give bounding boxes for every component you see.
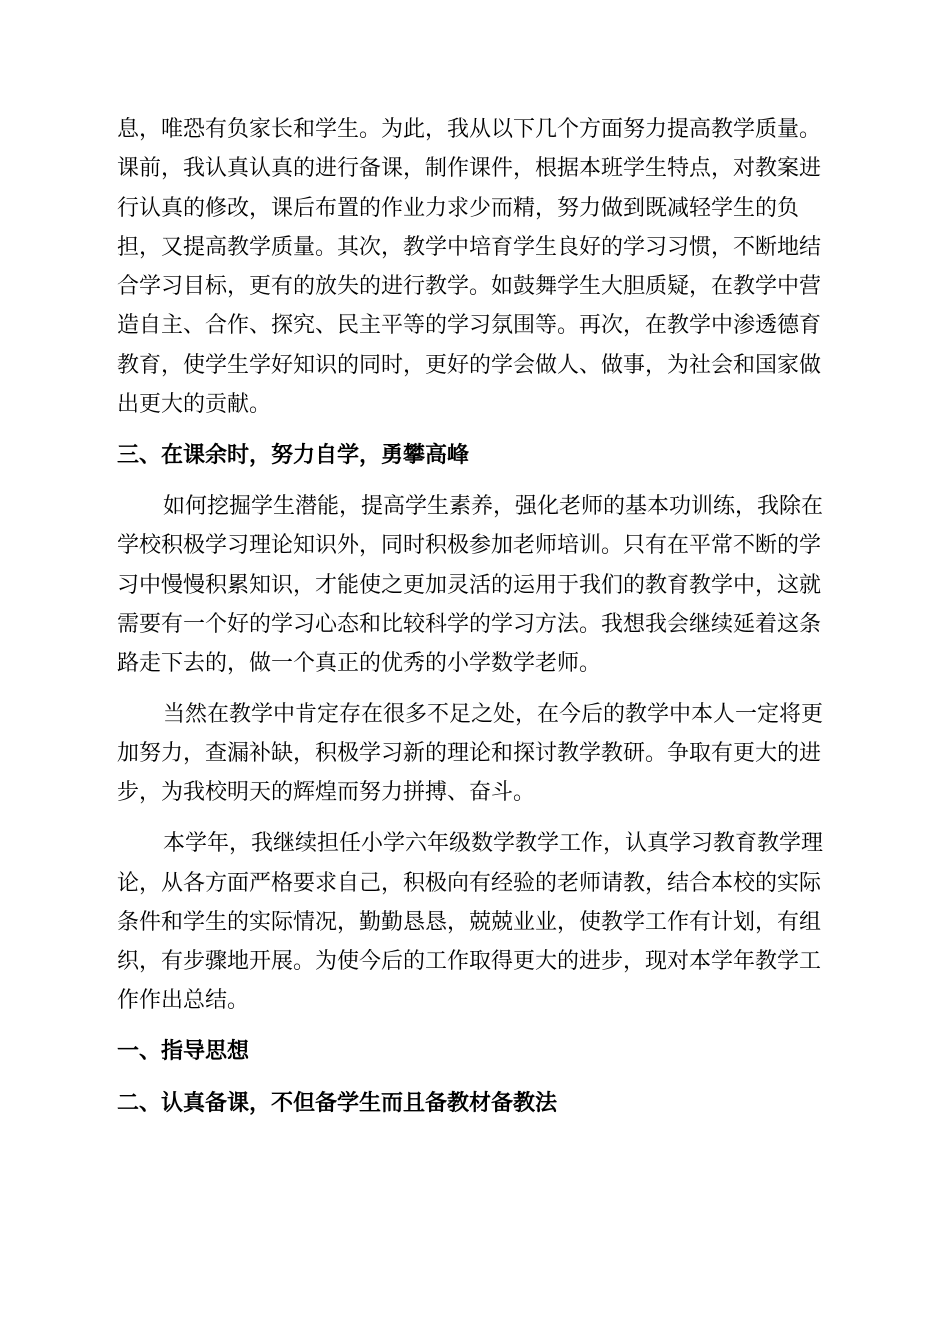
paragraph-4-line: 论，从各方面严格要求自己，积极向有经验的老师请教，结合本校的实际: [117, 871, 822, 896]
paragraph-1-line: 合学习目标，更有的放失的进行教学。如鼓舞学生大胆质疑，在教学中营: [117, 274, 822, 299]
paragraph-2-line: 需要有一个好的学习心态和比较科学的学习方法。我想我会继续延着这条: [117, 612, 822, 637]
paragraph-2-line: 习中慢慢积累知识，才能使之更加灵活的运用于我们的教育教学中，这就: [117, 573, 822, 598]
paragraph-1-line: 行认真的修改，课后布置的作业力求少而精，努力做到既减轻学生的负: [117, 196, 800, 221]
paragraph-1-line: 课前，我认真认真的进行备课，制作课件，根据本班学生特点，对教案进: [117, 156, 822, 181]
paragraph-1-line: 担，又提高教学质量。其次，教学中培育学生良好的学习习惯，不断地结: [117, 235, 822, 260]
section-heading-1: 一、指导思想: [117, 1039, 250, 1064]
paragraph-1-line: 教育，使学生学好知识的同时，更好的学会做人、做事，为社会和国家做: [117, 353, 822, 378]
paragraph-2-line: 如何挖掘学生潜能，提高学生素养，强化老师的基本功训练，我除在: [163, 494, 824, 519]
paragraph-4-line: 织，有步骤地开展。为使今后的工作取得更大的进步，现对本学年教学工: [117, 949, 822, 974]
paragraph-1-line: 出更大的贡献。: [117, 392, 272, 417]
section-heading-2: 二、认真备课，不但备学生而且备教材备教法: [117, 1091, 558, 1116]
paragraph-4-line: 本学年，我继续担任小学六年级数学教学工作，认真学习教育教学理: [163, 831, 824, 856]
paragraph-1-line: 造自主、合作、探究、民主平等的学习氛围等。再次，在教学中渗透德育: [117, 313, 822, 338]
paragraph-3-line: 加努力，查漏补缺，积极学习新的理论和探讨教学教研。争取有更大的进: [117, 741, 822, 766]
paragraph-2-line: 路走下去的，做一个真正的优秀的小学数学老师。: [117, 651, 602, 676]
paragraph-4-line: 作作出总结。: [117, 988, 250, 1013]
paragraph-4-line: 条件和学生的实际情况，勤勤恳恳，兢兢业业，使教学工作有计划，有组: [117, 910, 822, 935]
paragraph-3-line: 步，为我校明天的辉煌而努力拼搏、奋斗。: [117, 780, 536, 805]
paragraph-2-line: 学校积极学习理论知识外，同时积极参加老师培训。只有在平常不断的学: [117, 533, 822, 558]
paragraph-1-line: 息，唯恐有负家长和学生。为此，我从以下几个方面努力提高教学质量。: [117, 117, 822, 142]
section-heading-3: 三、在课余时，努力自学，勇攀高峰: [117, 443, 470, 468]
paragraph-3-line: 当然在教学中肯定存在很多不足之处，在今后的教学中本人一定将更: [163, 702, 824, 727]
